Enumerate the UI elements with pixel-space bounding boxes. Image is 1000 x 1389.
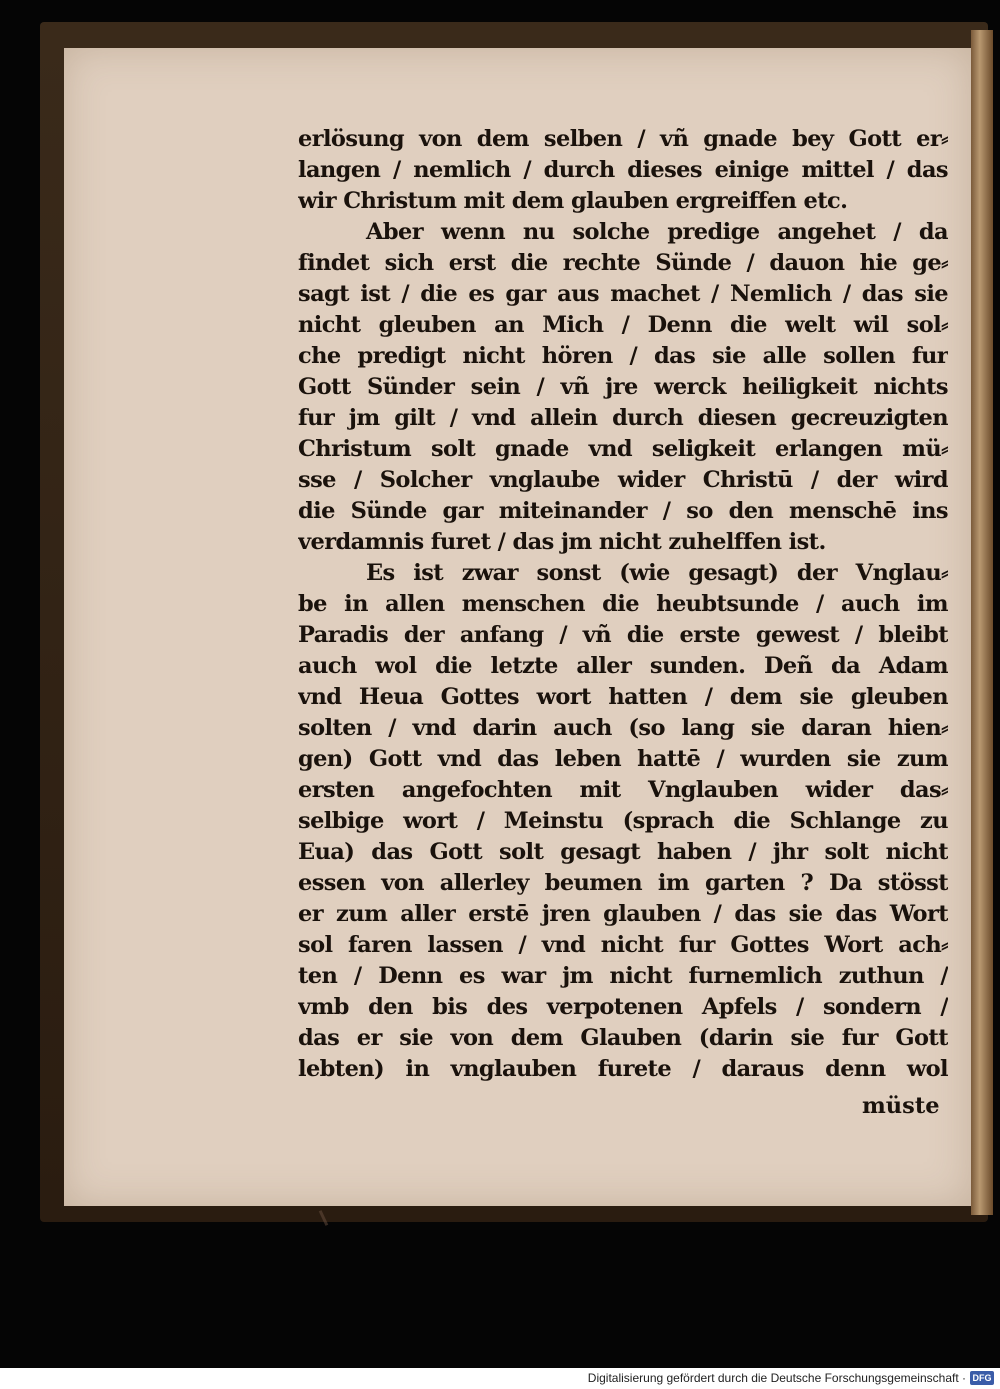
text-line: ersten angefochten mit Vnglauben wider das⸗ <box>298 777 948 803</box>
text-line: Aber wenn nu solche predige angehet / da <box>366 219 948 245</box>
text-line: wir Christum mit dem glauben ergreiffen etc. <box>298 188 848 214</box>
text-line: fur jm gilt / vnd allein durch diesen gecreuzigten <box>298 405 948 431</box>
page-text-block <box>298 124 948 1085</box>
text-line: che predigt nicht hören / das sie alle sollen fur <box>298 343 948 369</box>
text-line: erlösung von dem selben / vñ gnade bey Gott er⸗ <box>298 126 948 152</box>
text-line: be in allen menschen die heubtsunde / auch im <box>298 591 948 617</box>
text-line: Eua) das Gott solt gesagt haben / jhr solt nicht <box>298 839 948 865</box>
text-line: das er sie von dem Glauben (darin sie fur Gott <box>298 1025 948 1051</box>
page-fore-edge <box>971 30 993 1215</box>
text-line: findet sich erst die rechte Sünde / dauon hie ge⸗ <box>298 250 948 276</box>
text-line: Christum solt gnade vnd seligkeit erlangen mü⸗ <box>298 436 948 462</box>
footer-credit: Digitalisierung gefördert durch die Deutsche Forschungsgemeinschaft · <box>587 1371 966 1385</box>
catchword: müste <box>862 1093 940 1119</box>
text-line: nicht gleuben an Mich / Denn die welt wil sol⸗ <box>298 312 948 338</box>
text-line: vnd Heua Gottes wort hatten / dem sie gleuben <box>298 684 948 710</box>
text-line: die Sünde gar miteinander / so den menschē ins <box>298 498 948 524</box>
text-line: ten / Denn es war jm nicht furnemlich zuthun / <box>298 963 948 989</box>
text-line: sol faren lassen / vnd nicht fur Gottes Wort ach⸗ <box>298 932 948 958</box>
text-line: lebten) in vnglauben furete / daraus denn wol <box>298 1056 948 1082</box>
text-line: Paradis der anfang / vñ die erste gewest / bleibt <box>298 622 948 648</box>
text-line: auch wol die letzte aller sunden. Deñ da Adam <box>298 653 948 679</box>
text-line: sagt ist / die es gar aus machet / Nemlich / das sie <box>298 281 948 307</box>
text-line: Es ist zwar sonst (wie gesagt) der Vnglau⸗ <box>366 560 948 586</box>
text-line: er zum aller erstē jren glauben / das sie das Wort <box>298 901 948 927</box>
text-line: langen / nemlich / durch dieses einige mittel / das <box>298 157 948 183</box>
text-line: sse / Solcher vnglaube wider Christū / der wird <box>298 467 948 493</box>
text-line: Gott Sünder sein / vñ jre werck heiligkeit nichts <box>298 374 948 400</box>
text-line: vmb den bis des verpotenen Apfels / sondern / <box>298 994 948 1020</box>
text-line: verdamnis furet / das jm nicht zuhelffen ist. <box>298 529 826 555</box>
text-line: gen) Gott vnd das leben hattē / wurden sie zum <box>298 746 948 772</box>
dfg-logo: DFG <box>970 1371 994 1385</box>
text-line: solten / vnd darin auch (so lang sie daran hien⸗ <box>298 715 948 741</box>
text-line: essen von allerley beumen im garten ? Da stösst <box>298 870 948 896</box>
text-line: selbige wort / Meinstu (sprach die Schlange zu <box>298 808 948 834</box>
